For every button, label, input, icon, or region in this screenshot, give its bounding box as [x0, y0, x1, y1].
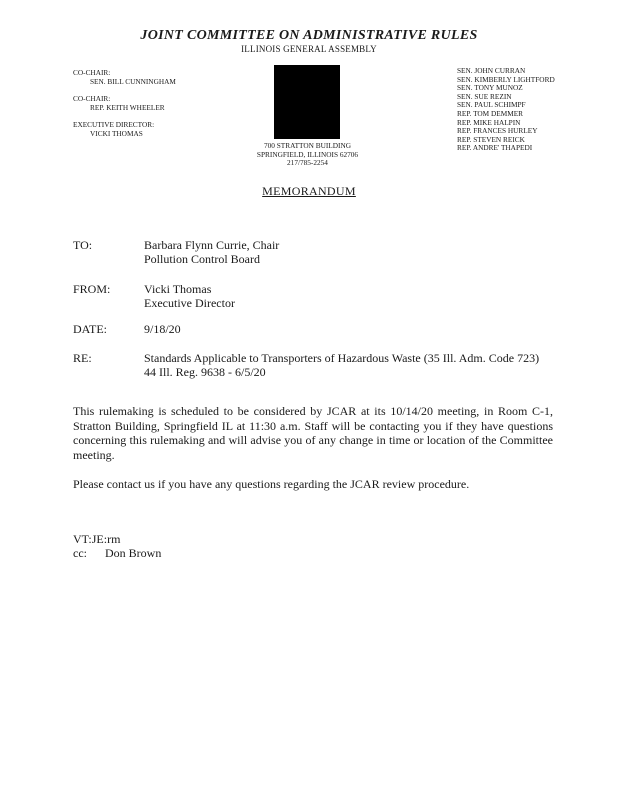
members-list — [457, 66, 555, 152]
phone-number: 217/785-2254 — [287, 158, 328, 167]
from-value — [144, 282, 564, 310]
member-item: SEN. JOHN CURRAN — [457, 66, 526, 75]
re-subject: Standards Applicable to Transporters of Hazardous Waste (35 Ill. Adm. Code 723) — [144, 351, 540, 365]
cc-label: cc: — [73, 546, 87, 560]
cochair2-name: REP. KEITH WHEELER — [90, 103, 165, 112]
to-label: TO: — [73, 238, 93, 252]
director-label: EXECUTIVE DIRECTOR: — [73, 120, 155, 129]
address-line: 700 STRATTON BUILDING — [263, 141, 352, 150]
cochair1-label: CO-CHAIR: — [73, 68, 111, 77]
member-item: REP. FRANCES HURLEY — [457, 126, 538, 136]
to-line: Barbara Flynn Currie, Chair — [144, 238, 280, 252]
date-value: 9/18/20 — [144, 322, 181, 336]
cochair2-label: CO-CHAIR: — [73, 94, 111, 103]
date-label: DATE: — [73, 322, 107, 336]
officers-block — [73, 68, 176, 138]
member-item: REP. ANDRE' THAPEDI — [457, 143, 533, 153]
body-paragraph: This rulemaking is scheduled to be considered by JCAR at its 10/14/20 meeting, in Room C-1, Stratton Building, Springfield IL at 11:30 a.m. Staff will be contacting you if they have questions concerning this rulemaking and will advise you of any change in time or location of the Committee meeting. — [73, 404, 553, 462]
member-item: SEN. KIMBERLY LIGHTFORD — [457, 74, 555, 84]
address-line: SPRINGFIELD, ILLINOIS 62706 — [256, 149, 359, 159]
cc-value: Don Brown — [105, 546, 162, 560]
from-line: Vicki Thomas — [144, 282, 212, 296]
member-item: SEN. PAUL SCHIMPF — [457, 100, 526, 110]
re-value — [144, 351, 556, 379]
redacted-seal — [274, 65, 340, 139]
to-line: Pollution Control Board — [144, 252, 261, 266]
re-label: RE: — [73, 351, 92, 365]
member-item: REP. TOM DEMMER — [457, 108, 524, 118]
from-line: Executive Director — [144, 296, 235, 310]
member-item: REP. MIKE HALPIN — [457, 117, 521, 127]
initials: VT:JE:rm — [73, 532, 121, 546]
cochair1-name: SEN. BILL CUNNINGHAM — [90, 77, 176, 86]
to-value — [144, 238, 564, 266]
member-item: SEN. SUE REZIN — [457, 91, 512, 101]
member-item: REP. STEVEN REICK — [457, 134, 525, 144]
memo-title: MEMORANDUM — [262, 184, 356, 198]
director-name: VICKI THOMAS — [90, 129, 143, 138]
page-subtitle: ILLINOIS GENERAL ASSEMBLY — [241, 44, 377, 54]
contact-paragraph: Please contact us if you have any questions regarding the JCAR review procedure. — [73, 477, 470, 491]
address-block — [245, 142, 370, 168]
page-title: JOINT COMMITTEE ON ADMINISTRATIVE RULES — [140, 28, 478, 43]
from-label: FROM: — [73, 282, 111, 296]
member-item: SEN. TONY MUNOZ — [457, 83, 523, 93]
re-citation: 44 Ill. Reg. 9638 - 6/5/20 — [144, 365, 266, 379]
